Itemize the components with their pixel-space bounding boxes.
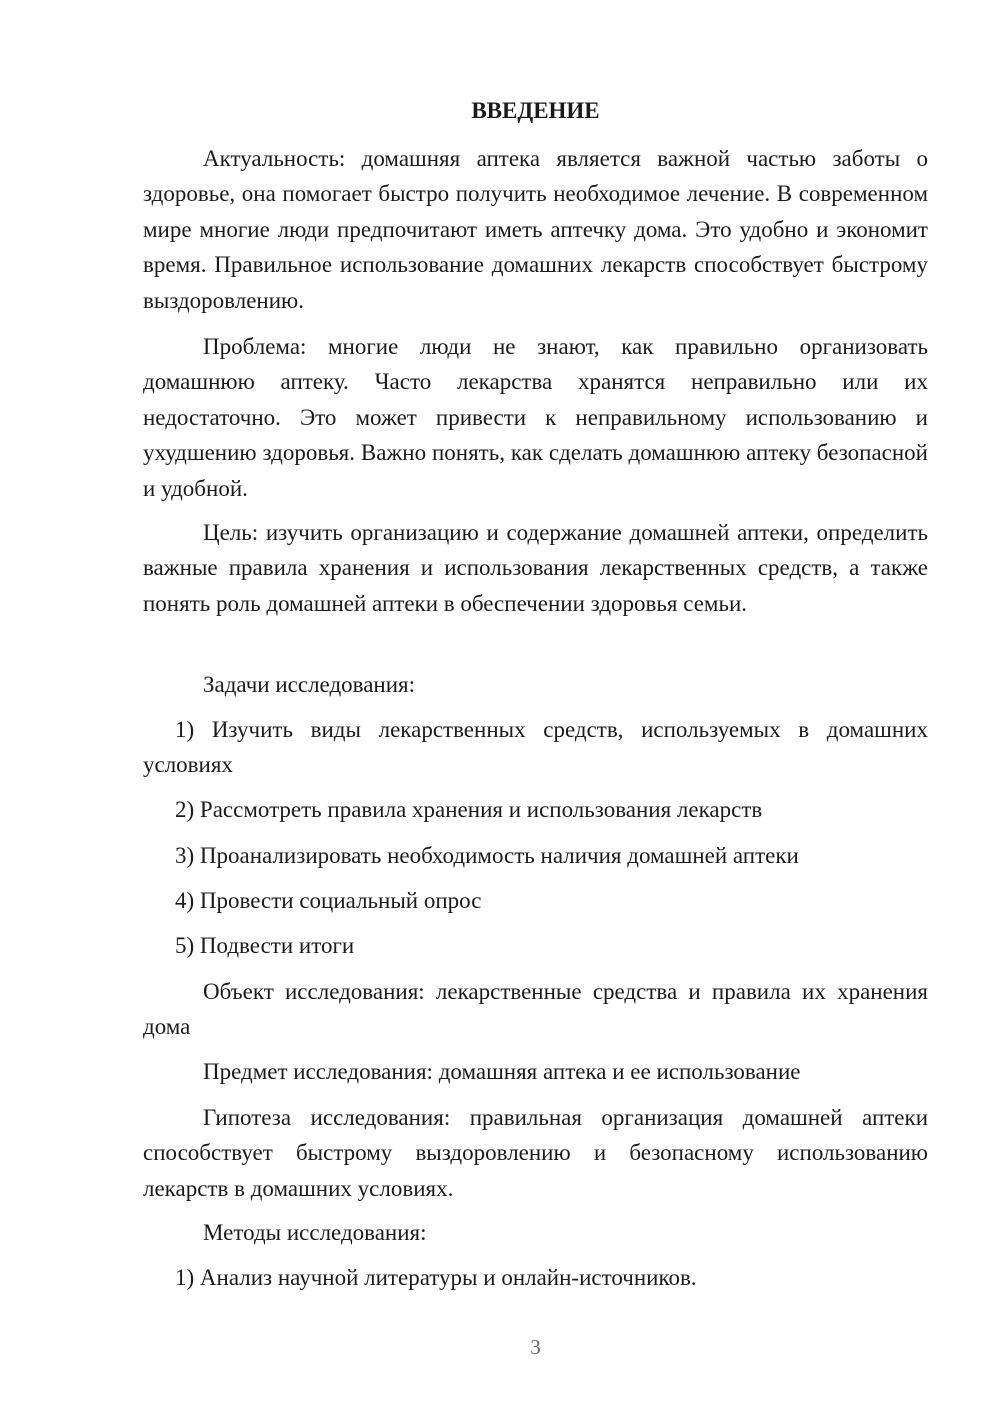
paragraph-hypothesis: Гипотеза исследования: правильная организация домашней аптеки способствует быстрому выздоровлению и безопасному использованию лекарств в домашних условиях. [143,1105,928,1201]
page-number: 3 [530,1335,541,1359]
task-item-1: 1) Изучить виды лекарственных средств, используемых в домашних условиях [143,717,928,778]
paragraph-methods-heading: Методы исследования: [203,1220,427,1245]
paragraph-relevance: Актуальность: домашняя аптека является важной частью заботы о здоровье, она помогает быстро получить необходимое лечение. В современном мире многие люди предпочитают иметь аптечку дома. Это удобно и экономит время. Правильное использование домашних лекарств способствует быстрому выздоровлению. [143,146,928,313]
paragraph-object: Объект исследования: лекарственные средства и правила их хранения дома [143,979,928,1040]
task-item-4: 4) Провести социальный опрос [175,888,482,913]
task-item-5: 5) Подвести итоги [175,933,355,958]
paragraph-tasks-heading: Задачи исследования: [203,672,416,697]
task-item-3: 3) Проанализировать необходимость наличия домашней аптеки [175,843,799,868]
method-item-1: 1) Анализ научной литературы и онлайн-источников. [175,1265,697,1290]
task-item-2: 2) Рассмотреть правила хранения и использования лекарств [175,797,763,822]
section-heading: ВВЕДЕНИЕ [471,98,600,123]
paragraph-subject: Предмет исследования: домашняя аптека и ее использование [203,1059,801,1084]
paragraph-goal: Цель: изучить организацию и содержание домашней аптеки, определить важные правила хранения и использования лекарственных средств, а также понять роль домашней аптеки в обеспечении здоровья семьи. [143,520,928,616]
paragraph-problem: Проблема: многие люди не знают, как правильно организовать домашнюю аптеку. Часто лекарства хранятся неправильно или их недостаточно. Это может привести к неправильному использованию и ухудшению здоровья. Важно понять, как сделать домашнюю аптеку безопасной и удобной. [143,334,928,501]
